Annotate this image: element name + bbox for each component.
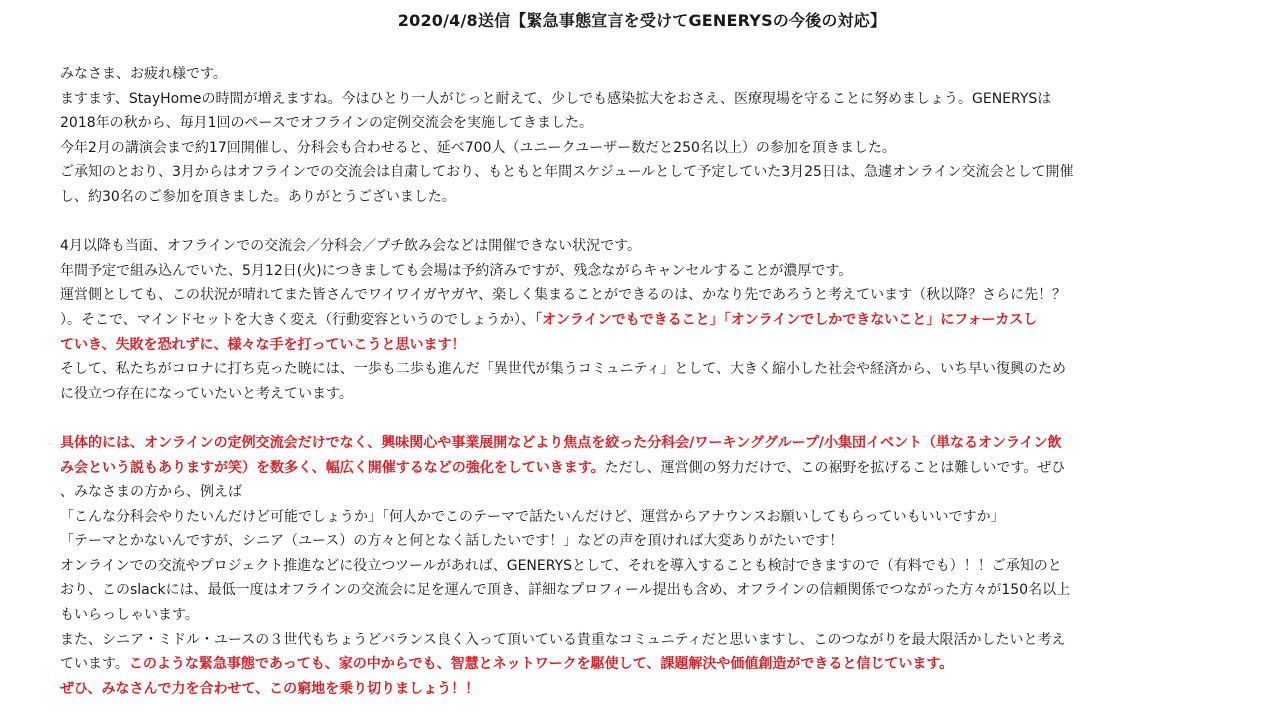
text-line: ますます、StayHomeの時間が増えますね。今はひとり一人がじっと耐えて、少しでも感染拡大をおさえ、医療現場を守ることに努めましょう。GENERYSは [60, 90, 1052, 107]
text-line: ご承知のとおり、3月からはオフラインでの交流会は自粛しており、もともと年間スケジュールとして予定していた3月25日は、急遽オンライン交流会として開催 [60, 164, 1074, 181]
text-line: に役立つ存在になっていたいと考えています。 [60, 385, 353, 402]
text-line [60, 308, 1224, 333]
text-line: おり、このslackには、最低一度はオフラインの交流会に足を運んで頂き、詳細なプロフィール提出も含め、オフラインの信頼関係でつながった方々が150名以上 [60, 582, 1071, 599]
text-line: 2018年の秋から、毎月1回のペースでオフラインの定例交流会を実施してきました。 [60, 115, 593, 132]
text-line [60, 652, 1224, 677]
plain-text: ）。そこで、マインドセットを大きく変え（行動変容というのでしょうか）、 [60, 311, 536, 328]
text-line: 「こんな分科会やりたいんだけど可能でしょうか」「何人かでこのテーマで話たいんだけど、運営からアナウンスお願いしてもらっていもいいですか」 [60, 508, 1005, 525]
text-line [60, 456, 1224, 481]
text-line: また、シニア・ミドル・ユースの３世代もちょうどバランス良く入って頂いている貴重なコミュニティだと思いますし、このつながりを最大限活かしたいと考え [60, 631, 1066, 648]
paragraph-spacer [60, 406, 1224, 431]
highlight-line: 具体的には、オンラインの定例交流会だけでなく、興味関心や事業展開などより焦点を絞った分科会/ワーキンググループ/小集団イベント（単なるオンライン飲 [60, 434, 1062, 451]
text-line: もいらっしゃいます。 [60, 607, 199, 624]
section-intro [60, 62, 1224, 210]
text-line: 、みなさまの方から、例えば [60, 484, 242, 501]
highlight-text: 「オンラインでもできること」「オンラインでしかできないこと」にフォーカスし [535, 311, 1038, 328]
paragraph-spacer [60, 210, 1224, 235]
plain-text: ただし、運営側の努力だけで、この裾野を拡げることは難しいです。ぜひ [604, 459, 1066, 476]
text-line: 年間予定で組み込んでいた、5月12日(火)につきましても会場は予約済みですが、残念ながらキャンセルすることが濃厚です。 [60, 262, 853, 279]
text-line: 4月以降も当面、オフラインでの交流会／分科会／プチ飲み会などは開催できない状況です。 [60, 238, 641, 255]
page-title: 2020/4/8送信【緊急事態宣言を受けてGENERYSの今後の対応】 [397, 11, 887, 30]
highlight-text: このような緊急事態であっても、家の中からでも、智慧とネットワークを駆使して、課題解決や価値創造ができると信じています。 [128, 656, 954, 673]
section-details [60, 431, 1224, 702]
text-line: オンラインでの交流やプロジェクト推進などに役立つツールがあれば、GENERYSとして、それを導入することも検討できますので（有料でも）！！ご承知のと [60, 557, 1062, 574]
highlight-line: ていき、失敗を恐れずに、様々な手を打っていこうと思います！ [60, 336, 466, 353]
section-policy [60, 234, 1224, 406]
text-line: 運営側としても、この状況が晴れてまた皆さんでワイワイガヤガヤ、楽しく集まることができるのは、かなり先であろうと考えています（秋以降？さらに先！？ [60, 287, 1067, 304]
text-line: そして、私たちがコロナに打ち克った暁には、一歩も二歩も進んだ「異世代が集うコミュニティ」として、大きく縮小した社会や経済から、いち早い復興のため [60, 361, 1067, 378]
highlight-line: ぜひ、みなさんで力を合わせて、この窮地を乗り切りましょう！！ [60, 680, 480, 697]
highlight-text: み会という説もありますが笑）を数多く、幅広く開催するなどの強化をしていきます。 [60, 459, 605, 476]
plain-text: ています。 [60, 656, 129, 673]
text-line: 今年2月の講演会まで約17回開催し、分科会も合わせると、延べ700人（ユニークユーザー数だと250名以上）の参加を頂きました。 [60, 139, 896, 156]
text-line: し、約30名のご参加を頂きました。ありがとうございました。 [60, 188, 456, 205]
text-line: 「テーマとかないんですが、シニア（ユース）の方々と何となく話したいです！」などの声を頂ければ大変ありがたいです！ [60, 533, 844, 550]
text-line: みなさま、お疲れ様です。 [60, 66, 227, 82]
